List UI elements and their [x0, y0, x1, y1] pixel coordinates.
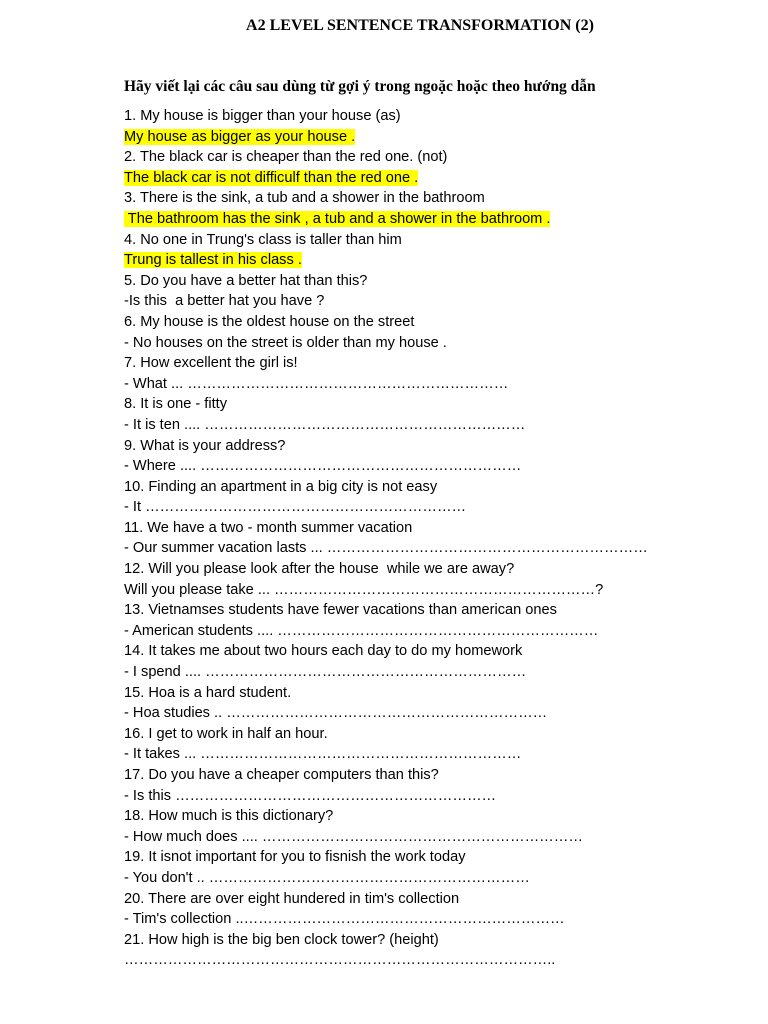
exercise-line: [124, 930, 744, 951]
exercise-line: [124, 456, 744, 477]
exercise-text: 17. Do you have a cheaper computers than this?: [124, 767, 439, 783]
exercise-text: Will you please take ... …………………………………………………………?: [124, 581, 604, 598]
exercise-line: [124, 353, 744, 374]
exercise-line: [124, 106, 744, 127]
exercise-line: [124, 477, 744, 498]
exercise-line: [124, 765, 744, 786]
exercise-line: [124, 518, 744, 539]
exercise-text: 2. The black car is cheaper than the red one. (not): [124, 149, 448, 166]
exercise-line: [124, 724, 744, 745]
exercise-text: 10. Finding an apartment in a big city is not easy: [124, 478, 438, 495]
exercise-text: 19. It isnot important for you to fisnish the work today: [124, 849, 466, 866]
exercise-text: 5. Do you have a better hat than this?: [124, 272, 368, 289]
exercise-line: [124, 744, 744, 765]
exercise-text: - What ... …………………………………………………………: [124, 375, 509, 392]
exercise-line: [124, 889, 744, 910]
exercise-line: [124, 950, 744, 971]
exercise-line: [124, 662, 744, 683]
exercise-text: - How much does .... …………………………………………………………: [124, 828, 583, 845]
exercise-text: 21. How high is the big ben clock tower? (height): [124, 931, 439, 948]
exercise-line: [124, 147, 744, 168]
exercise-text: ……………………………………………………………………………..: [124, 952, 556, 969]
exercise-text: - American students .... …………………………………………………………: [124, 622, 599, 639]
exercise-text: 18. How much is this dictionary?: [124, 808, 334, 825]
exercise-line: [124, 374, 744, 395]
exercise-line: [124, 621, 744, 642]
exercise-text: 13. Vietnamses students have fewer vacations than american ones: [124, 602, 557, 619]
exercise-text: 1. My house is bigger than your house (as): [124, 108, 401, 124]
exercise-line: [124, 786, 744, 807]
exercise-text: 9. What is your address?: [124, 437, 286, 454]
exercise-text: - Where .... …………………………………………………………: [124, 458, 522, 475]
exercise-text: 14. It takes me about two hours each day to do my homework: [124, 643, 523, 660]
exercise-line: [124, 827, 744, 848]
exercise-text: - Hoa studies .. …………………………………………………………: [124, 705, 548, 722]
exercise-line: [124, 538, 744, 559]
exercise-line: [124, 415, 744, 436]
exercise-line: [124, 271, 744, 292]
highlighted-answer-text: The bathroom has the sink , a tub and a shower in the bathroom .: [124, 210, 551, 227]
exercise-line: [124, 230, 744, 251]
exercise-text: 12. Will you please look after the house while we are away?: [124, 561, 515, 578]
exercise-line: [124, 806, 744, 827]
exercise-text: - Tim's collection ..…………………………………………………………: [124, 911, 565, 928]
highlighted-answer-text: Trung is tallest in his class .: [124, 252, 302, 269]
exercise-text: - It …………………………………………………………: [124, 499, 467, 516]
exercise-line: [124, 683, 744, 704]
exercise-text: 6. My house is the oldest house on the street: [124, 313, 415, 330]
exercise-line: [124, 497, 744, 518]
exercise-text: - Our summer vacation lasts ... …………………………………………………………: [124, 540, 648, 557]
exercise-line: [124, 394, 744, 415]
exercise-text: 20. There are over eight hundered in tim's collection: [124, 890, 460, 907]
exercise-text: 4. No one in Trung's class is taller than him: [124, 231, 402, 248]
exercise-text: - No houses on the street is older than my house .: [124, 334, 447, 351]
exercise-line: [124, 641, 744, 662]
exercise-text: 11. We have a two - month summer vacation: [124, 519, 413, 536]
exercise-line: [124, 909, 744, 930]
instruction-text: Hãy viết lại các câu sau dùng từ gợi ý trong ngoặc hoặc theo hướng dẫn: [124, 78, 596, 95]
answer-line: [124, 209, 744, 230]
exercise-lines: [124, 106, 744, 971]
exercise-text: - You don't .. …………………………………………………………: [124, 869, 530, 886]
exercise-text: - It is ten .... …………………………………………………………: [124, 416, 526, 433]
exercise-line: [124, 847, 744, 868]
exercise-text: - It takes ... …………………………………………………………: [124, 746, 522, 763]
answer-line: [124, 127, 744, 148]
exercise-line: [124, 312, 744, 333]
exercise-text: 8. It is one - fitty: [124, 396, 228, 413]
exercise-text: 16. I get to work in half an hour.: [124, 725, 328, 742]
exercise-line: [124, 703, 744, 724]
exercise-text: 3. There is the sink, a tub and a shower in the bathroom: [124, 190, 485, 207]
exercise-text: -Is this a better hat you have ?: [124, 293, 325, 310]
exercise-line: [124, 580, 744, 601]
exercise-line: [124, 333, 744, 354]
exercise-line: [124, 600, 744, 621]
answer-line: [124, 250, 744, 271]
exercise-line: [124, 291, 744, 312]
exercise-line: [124, 188, 744, 209]
exercise-text: 15. Hoa is a hard student.: [124, 684, 292, 701]
exercise-line: [124, 436, 744, 457]
exercise-text: 7. How excellent the girl is!: [124, 355, 298, 372]
page-title: A2 LEVEL SENTENCE TRANSFORMATION (2): [246, 17, 594, 34]
answer-line: [124, 168, 744, 189]
highlighted-answer-text: My house as bigger as your house .: [124, 128, 356, 145]
exercise-text: - Is this …………………………………………………………: [124, 787, 497, 804]
exercise-text: - I spend .... …………………………………………………………: [124, 664, 527, 681]
exercise-line: [124, 559, 744, 580]
highlighted-answer-text: The black car is not difficulf than the red one .: [124, 169, 419, 186]
exercise-line: [124, 868, 744, 889]
